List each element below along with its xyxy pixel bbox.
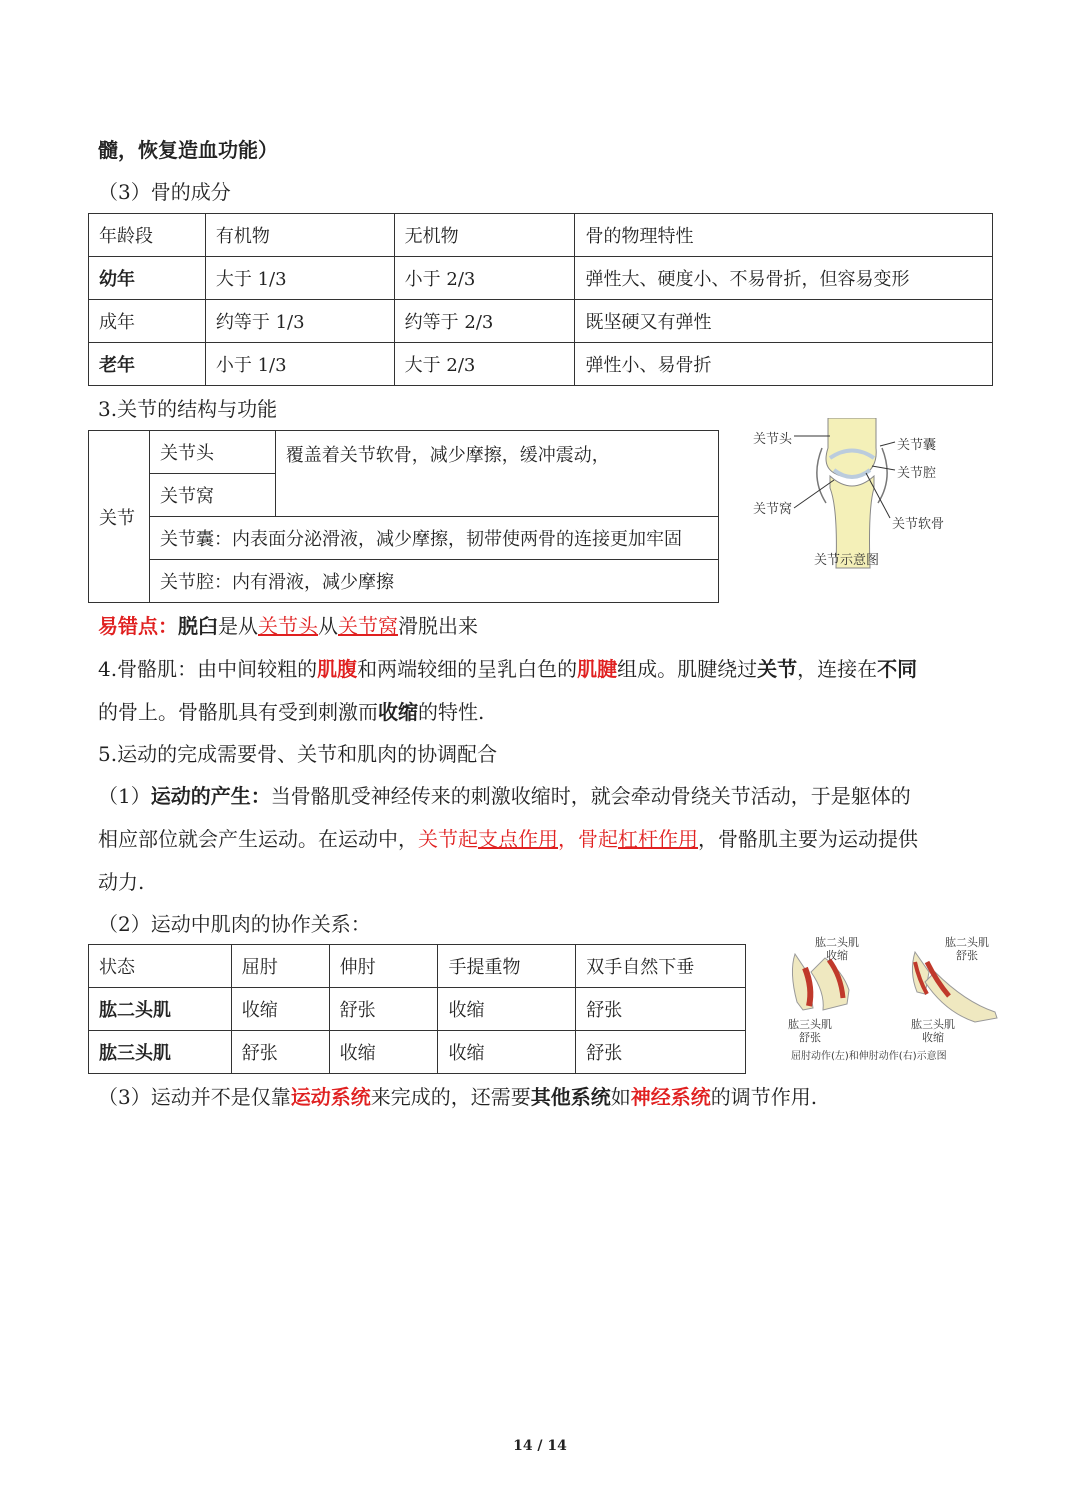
figure-label: 肱二头肌 舒张 [945,936,989,962]
text-span: 如 [610,1085,631,1109]
movement-line1 [98,782,911,810]
text-span: 组成。肌腱绕过 [617,657,758,681]
figure-label: 关节软骨 [892,517,945,532]
table-header-cell: 手提重物 [438,945,576,988]
table-cell: 收缩 [438,988,576,1031]
text-span: 当骨骼肌受神经传来的刺激收缩时，就会牵动骨绕关节活动，于是躯体的 [270,784,911,808]
table-cell: 关节腔：内有滑液，减少摩擦 [149,560,718,603]
figure-label: 肱三头肌 收缩 [911,1018,955,1044]
table-header-cell: 伸肘 [329,945,438,988]
figure-label: 关节囊 [897,438,937,453]
movement-line3: 动力. [98,870,145,894]
table-header-cell: 状态 [89,945,232,988]
bold-term: 运动的产生： [150,784,271,808]
table-cell: 舒张 [329,988,438,1031]
figure-caption: 关节示意图 [814,553,880,568]
figure-label: 肱三头肌 舒张 [788,1018,832,1044]
bold-term: 收缩 [378,700,418,724]
table-cell: 关节窝 [149,474,275,517]
table-header-cell: 屈肘 [231,945,329,988]
table-row [89,431,719,474]
highlight-term: 运动系统 [290,1085,371,1109]
table-cell: 收缩 [329,1031,438,1074]
table-cell: 幼年 [89,257,206,300]
figure-caption: 屈肘动作(左)和伸肘动作(右)示意图 [791,1051,947,1062]
table-cell: 大于 2/3 [394,343,575,386]
muscle-table [88,944,746,1074]
table-cell: 舒张 [576,988,746,1031]
text-span: 和两端较细的呈乳白色的 [357,657,578,681]
mistake-term: 脱臼 [178,614,218,638]
table-cell: 老年 [89,343,206,386]
text-span: ，骨骼肌主要为运动提供 [698,827,918,851]
table-cell: 收缩 [438,1031,576,1074]
movement-line2 [98,825,918,853]
mistake-label: 易错点： [98,614,178,638]
table-cell: 成年 [89,300,206,343]
text-span: 的特性. [418,700,485,724]
text-span: （1） [98,784,151,808]
table-cell: 肱三头肌 [89,1031,232,1074]
highlight-term: 关节起 [418,827,478,851]
table-cell: 约等于 1/3 [205,300,394,343]
figure-label: 关节窝 [753,502,793,517]
highlight-term: ，骨起 [558,827,618,851]
table-cell: 弹性大、硬度小、不易骨折，但容易变形 [575,257,993,300]
text-span: 的骨上。骨骼肌具有受到刺激而 [98,700,378,724]
muscle-paragraph-line1 [98,655,917,683]
movement-subheading-2: （2）运动中肌肉的协作关系： [98,912,371,936]
mistake-line [98,612,478,640]
text-span: 从 [318,614,338,638]
highlight-term: 关节窝 [338,614,398,638]
bold-term: 其他系统 [530,1085,611,1109]
figure-label: 肱二头肌 收缩 [815,936,859,962]
highlight-term: 肌腱 [577,657,618,681]
table-row [89,257,993,300]
movement-line-3 [98,1083,817,1111]
table-row [89,343,993,386]
section-heading-movement: 5.运动的完成需要骨、关节和肌肉的协调配合 [98,742,498,766]
table-header-cell: 双手自然下垂 [576,945,746,988]
table-header-cell: 年龄段 [89,214,206,257]
section-heading-joint: 3.关节的结构与功能 [98,397,278,421]
table-cell: 小于 2/3 [394,257,575,300]
text-span: 是从 [218,614,258,638]
table-cell: 舒张 [231,1031,329,1074]
table-row [89,1031,746,1074]
highlight-term: 支点作用 [478,827,558,851]
highlight-term: 杠杆作用 [618,827,698,851]
table-cell: 约等于 2/3 [394,300,575,343]
highlight-term: 关节头 [258,614,318,638]
text-span: 来完成的，还需要 [370,1085,531,1109]
table-cell: 舒张 [576,1031,746,1074]
table-header-cell: 无机物 [394,214,575,257]
joint-table [88,430,719,603]
table-row [89,988,746,1031]
table-header-cell: 骨的物理特性 [575,214,993,257]
figure-label: 关节头 [753,432,793,447]
joint-label-cell: 关节 [89,431,150,603]
text-span: 相应部位就会产生运动。在运动中， [98,827,418,851]
figure-label: 关节腔 [897,466,937,481]
page-number: 14 / 14 [513,1438,567,1454]
bone-composition-table [88,213,993,386]
table-cell: 关节头 [149,431,275,474]
highlight-term: 肌腹 [317,657,358,681]
joint-diagram [750,418,980,578]
text-span: （3）运动并不是仅靠 [98,1085,291,1109]
table-row [89,517,719,560]
highlight-term: 神经系统 [630,1085,711,1109]
table-cell: 肱二头肌 [89,988,232,1031]
table-cell: 小于 1/3 [205,343,394,386]
table-cell: 弹性小、易骨折 [575,343,993,386]
table-cell: 大于 1/3 [205,257,394,300]
arm-diagram [785,932,1005,1064]
text-span: ，连接在 [797,657,878,681]
text-span: 的调节作用. [710,1085,818,1109]
bold-term: 不同 [877,657,918,681]
table-header-cell: 有机物 [205,214,394,257]
text-span: 4.骨骼肌：由中间较粗的 [98,657,318,681]
table-row [89,300,993,343]
table-row [89,560,719,603]
table-cell: 关节囊：内表面分泌滑液，减少摩擦，韧带使两骨的连接更加牢固 [149,517,718,560]
section-heading-bone-composition: （3）骨的成分 [98,180,231,204]
text-span: 滑脱出来 [398,614,478,638]
table-cell: 覆盖着关节软骨，减少摩擦，缓冲震动， [275,431,718,517]
bold-term: 关节 [757,657,798,681]
table-row [89,945,746,988]
table-cell: 收缩 [231,988,329,1031]
intro-text: 髓，恢复造血功能） [98,138,278,162]
muscle-paragraph-line2 [98,698,484,726]
table-cell: 既坚硬又有弹性 [575,300,993,343]
table-row [89,214,993,257]
